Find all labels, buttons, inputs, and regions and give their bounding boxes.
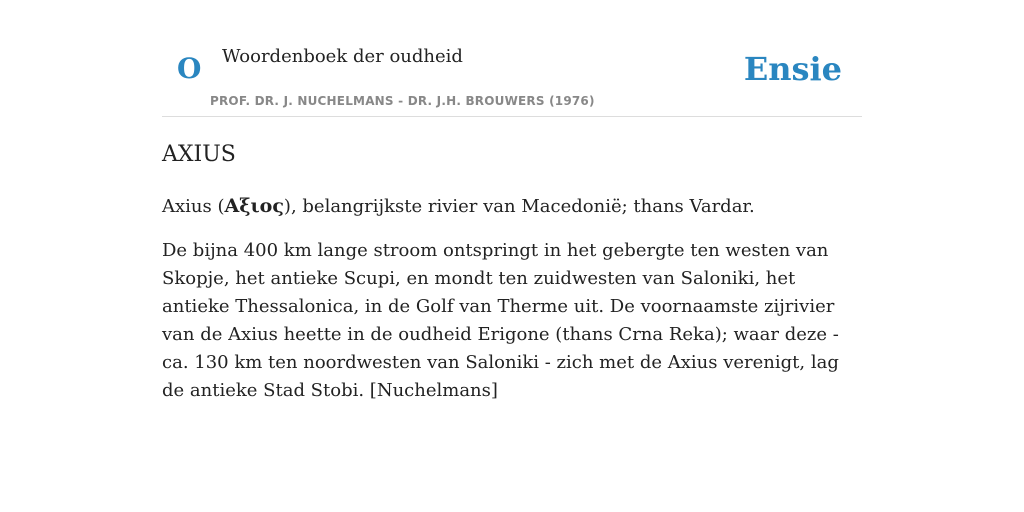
intro-text-before: Axius (	[162, 196, 225, 217]
intro-text-after: ), belangrijkste rivier van Macedonië; thans Vardar.	[283, 196, 755, 217]
authors-line: PROF. DR. J. NUCHELMANS - DR. J.H. BROUWERS (1976)	[210, 94, 595, 108]
ensie-logo-link[interactable]: Ensie	[743, 50, 842, 88]
greek-term: Αξιος	[224, 195, 284, 217]
entry-intro	[162, 192, 862, 221]
letter-index-link[interactable]: O	[177, 52, 202, 85]
dictionary-header	[162, 40, 862, 117]
entry-body: De bijna 400 km lange stroom ontspringt in het gebergte ten westen van Skopje, het antieke Scupi, en mondt ten zuidwesten van Saloniki, het antieke Thessalonica, in de Golf van Therme uit. De voornaamste zijrivier van de Axius heette in de oudheid Erigone (thans Crna Reka); waar deze - ca. 130 km ten noordwesten van Saloniki - zich met de Axius verenigt, lag de antieke Stad Stobi. [Nuchelmans]	[162, 240, 839, 401]
entry-title: AXIUS	[162, 142, 236, 167]
entry-content	[162, 140, 862, 421]
book-title-link[interactable]: Woordenboek der oudheid	[222, 46, 463, 67]
